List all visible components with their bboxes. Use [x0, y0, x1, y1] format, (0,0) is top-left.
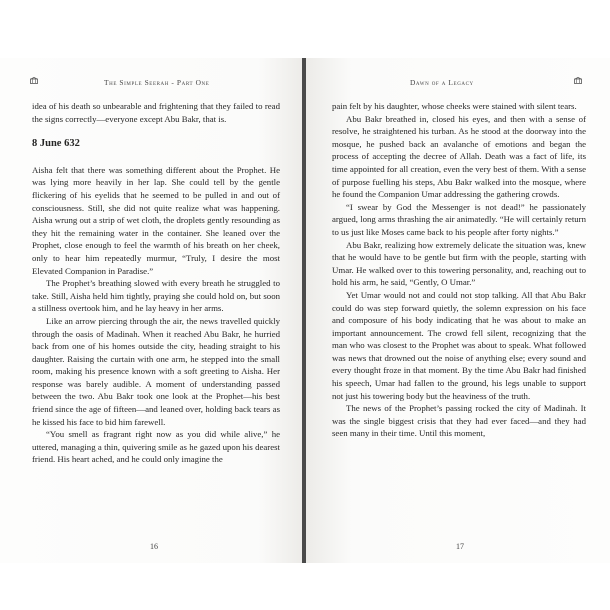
continued-paragraph: idea of his death so unbearable and frightening that they failed to read the signs correctly—everyone except Abu Bakr, that is. — [32, 101, 280, 124]
paragraph: Abu Bakr breathed in, closed his eyes, and then with a sense of resolve, he straightened his turban. As he stood at the doorway into the mosque, he pushed back an avalanche of emotions and began the process of accepting the decree of Allah. Death was a fact of life, its time appointed for all creation, even the very best of them. With a sense of purpose fuelling his steps, Abu Bakr walked into the mosque, where he found the Companion Umar addressing the gathering crowds. — [332, 113, 586, 200]
publisher-logo-icon — [574, 77, 582, 84]
paragraph: Abu Bakr, realizing how extremely delicate the situation was, knew that he would have to be gentle but firm with the people, starting with Umar. He walked over to this towering personality, and, reaching out to hold his arm, he said, “Gently, O Umar.” — [332, 239, 586, 288]
paragraph: The news of the Prophet’s passing rocked the city of Madinah. It was the single biggest crisis that they had ever faced—and they had seen many in their time. Until this moment, — [332, 403, 586, 439]
paragraph: “I swear by God the Messenger is not dead!” he passionately argued, long arms thrashing the air animatedly. “He will certainly return to us just like Moses came back to his people after forty nights.” — [332, 201, 586, 237]
left-page — [0, 58, 304, 563]
page-number: 16 — [150, 542, 158, 551]
right-page-body — [332, 100, 586, 440]
paragraph: The Prophet’s breathing slowed with every breath he struggled to take. Still, Aisha held him tightly, praying she could hold on, but soon a stillness overtook him, and he lay heavy in her arms. — [32, 278, 280, 314]
running-header: Dawn of a Legacy — [410, 78, 474, 87]
paragraph: Yet Umar would not and could not stop talking. All that Abu Bakr could do was step forward quietly, the solemn expression on his face and composure of his body indicating that he was about to make an important announcement. The crowd fell silent, recognizing that the man who was closest to the Prophet was about to speak. What followed was news that drowned out the noise of anything else; every sound and every thought froze in that moment. By the time Abu Bakr had finished his speech, Umar had fallen to the ground, his legs unable to support not just his towering body but the heaviness of the truth. — [332, 289, 586, 401]
page-number: 17 — [456, 542, 464, 551]
section-heading: 8 June 632 — [32, 138, 80, 150]
left-page-body — [32, 100, 280, 466]
paragraph: “You smell as fragrant right now as you did while alive,” he uttered, managing a thin, quivering smile as he gazed upon his dearest friend. His heart ached, and he could only imagine the — [32, 429, 280, 465]
running-header: The Simple Seerah - Part One — [104, 78, 210, 87]
continued-paragraph: pain felt by his daughter, whose cheeks were stained with silent tears. — [332, 101, 577, 111]
book-spread — [0, 58, 610, 563]
right-page — [306, 58, 610, 563]
paragraph: Like an arrow piercing through the air, the news travelled quickly through the oasis of Madinah. When it reached Abu Bakr, he hurried back from one of his homes outside the city, heading straight to his daughter. Raising the curtain with one arm, he stepped into the small room, making his presence known with a soft greeting to Aisha. Her response was barely audible. A moment of understanding passed between the two. Abu Bakr took one look at the Prophet—his best friend since the age of fifteen—and leaned over, holding back tears as he kissed his face to bid him farewell. — [32, 315, 280, 427]
publisher-logo-icon — [30, 77, 38, 84]
paragraph: Aisha felt that there was something different about the Prophet. He was lying more heavily in her lap. She could tell by the gentle flickering of his eyelids that he seemed to be pulled in and out of consciousness. Still, she did not quite realize what was happening. Aisha wrung out a strip of wet cloth, the droplets gently resounding as they hit the remaining water in the container. She leaned over the Prophet, close enough to feel the warmth of his breath on her cheek, only to hear him repeatedly murmur, “Truly, I desire the most Elevated Companion in Paradise.” — [32, 164, 280, 276]
